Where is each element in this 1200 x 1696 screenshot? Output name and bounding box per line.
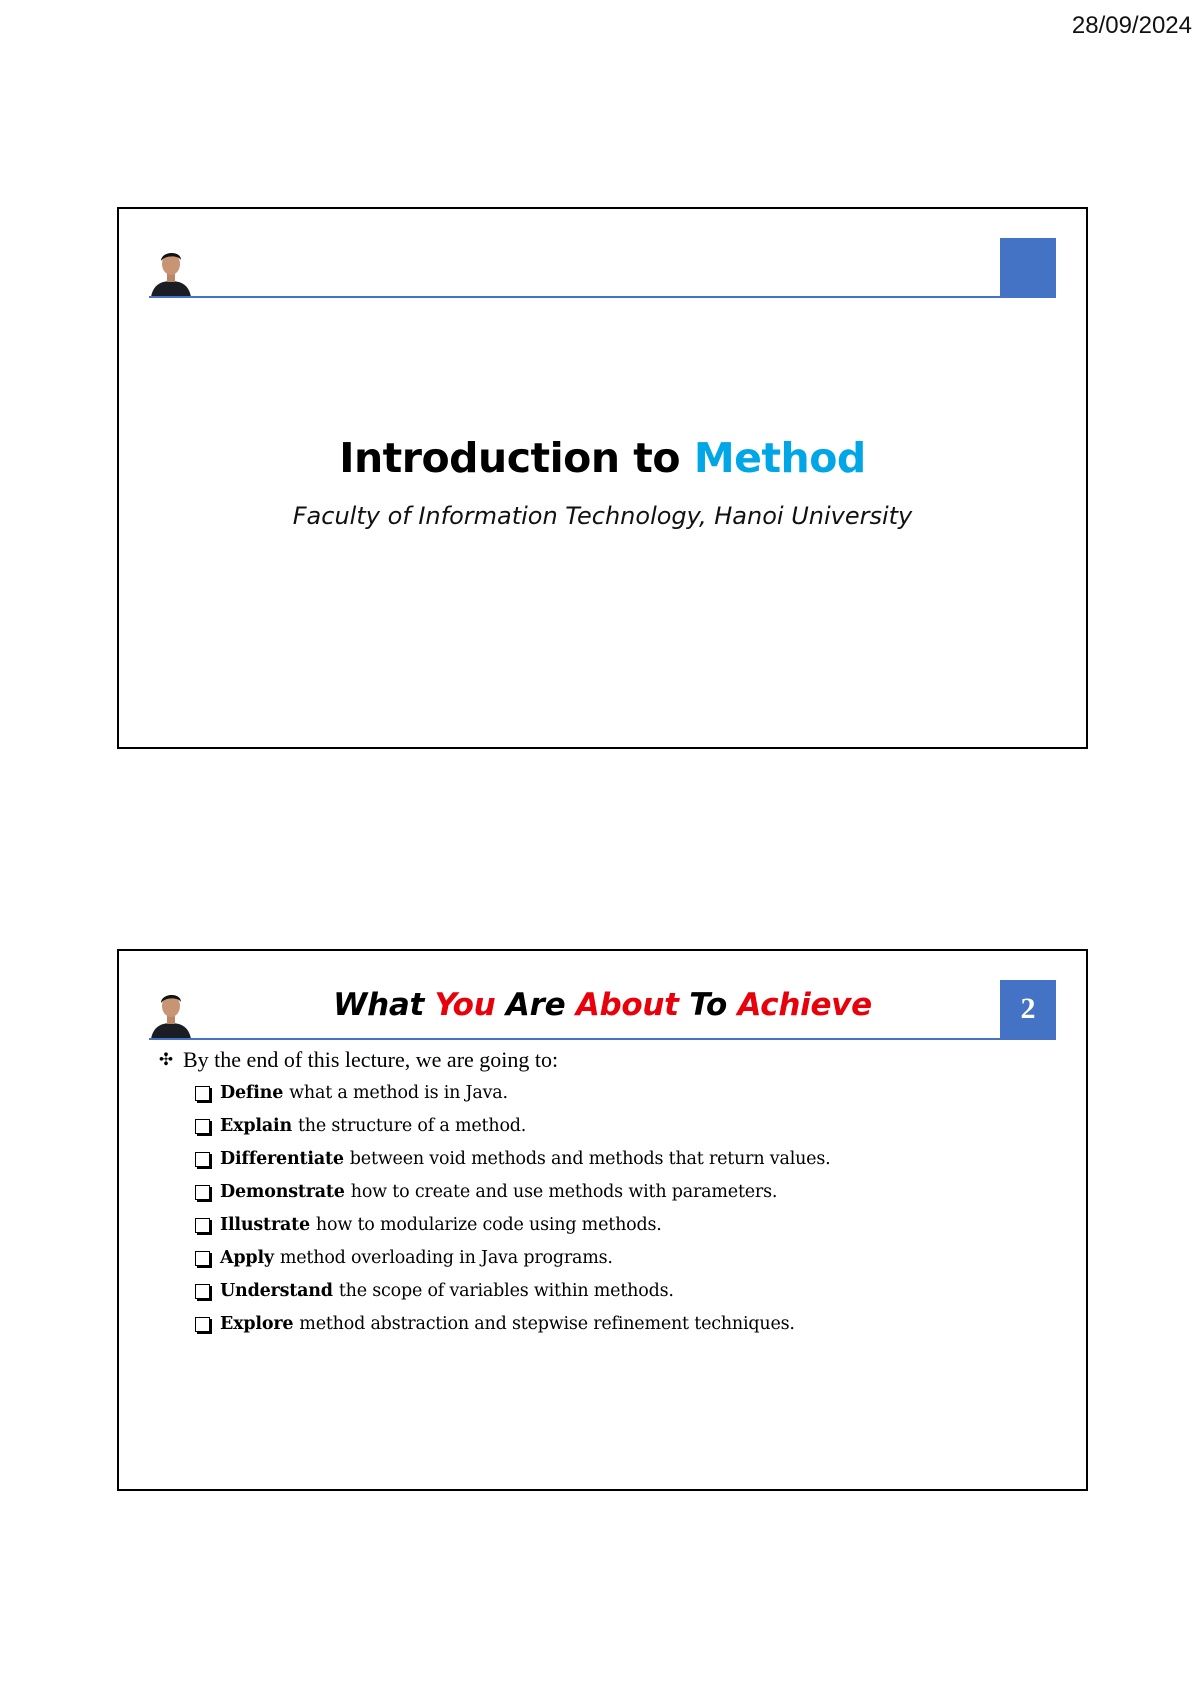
objective-verb: Apply <box>220 1248 274 1268</box>
objective-text: how to modularize code using methods. <box>315 1215 662 1235</box>
square-bullet-icon <box>195 1152 210 1167</box>
objective-text: how to create and use methods with parameters. <box>350 1182 778 1202</box>
title-prefix: Introduction to <box>339 434 681 482</box>
objective-text: the structure of a method. <box>297 1116 527 1136</box>
list-item <box>195 1176 1056 1209</box>
objective-verb: Understand <box>220 1281 333 1301</box>
list-item <box>195 1110 1056 1143</box>
title-word-highlight: About <box>575 987 679 1023</box>
square-bullet-icon <box>195 1218 210 1233</box>
slide-title <box>119 434 1086 482</box>
objective-verb: Differentiate <box>220 1149 344 1169</box>
slide-2 <box>117 949 1088 1491</box>
title-block <box>119 434 1086 530</box>
objective-verb: Define <box>220 1083 284 1103</box>
title-word: To <box>689 987 728 1023</box>
list-item <box>195 1077 1056 1110</box>
square-bullet-icon <box>195 1185 210 1200</box>
slide-subtitle: Faculty of Information Technology, Hanoi University <box>292 502 913 530</box>
title-accent: Method <box>693 434 866 482</box>
list-item <box>195 1308 1056 1341</box>
square-bullet-icon <box>195 1086 210 1101</box>
intro-text: By the end of this lecture, we are going to: <box>183 1047 559 1072</box>
header-rule <box>149 1038 1056 1040</box>
objective-verb: Demonstrate <box>220 1182 345 1202</box>
objectives-list <box>157 1077 1056 1341</box>
list-item <box>195 1143 1056 1176</box>
objective-text: method abstraction and stepwise refinement techniques. <box>299 1314 795 1334</box>
intro-line <box>157 1047 1056 1073</box>
list-item <box>195 1275 1056 1308</box>
list-item <box>195 1209 1056 1242</box>
slide-title <box>119 987 1086 1023</box>
slide-number-box <box>1000 238 1056 296</box>
objective-verb: Explain <box>220 1116 292 1136</box>
objective-text: the scope of variables within methods. <box>338 1281 674 1301</box>
title-word: What <box>333 987 424 1023</box>
slide-1 <box>117 207 1088 749</box>
title-word: Are <box>505 987 566 1023</box>
square-bullet-icon <box>195 1251 210 1266</box>
slide-content <box>157 1047 1056 1341</box>
objective-text: what a method is in Java. <box>289 1083 508 1103</box>
list-item <box>195 1242 1056 1275</box>
square-bullet-icon <box>195 1284 210 1299</box>
presenter-avatar <box>149 245 193 297</box>
four-diamond-bullet-icon: ✣ <box>158 1050 174 1069</box>
objective-verb: Explore <box>220 1314 294 1334</box>
objective-verb: Illustrate <box>220 1215 310 1235</box>
page-date: 28/09/2024 <box>1071 12 1192 39</box>
slide-number: 2 <box>1000 980 1056 1038</box>
title-word-highlight: You <box>434 987 496 1023</box>
title-word-highlight: Achieve <box>737 987 872 1023</box>
square-bullet-icon <box>195 1317 210 1332</box>
square-bullet-icon <box>195 1119 210 1134</box>
header-rule <box>149 296 1056 298</box>
objective-text: method overloading in Java programs. <box>279 1248 613 1268</box>
objective-text: between void methods and methods that return values. <box>349 1149 831 1169</box>
